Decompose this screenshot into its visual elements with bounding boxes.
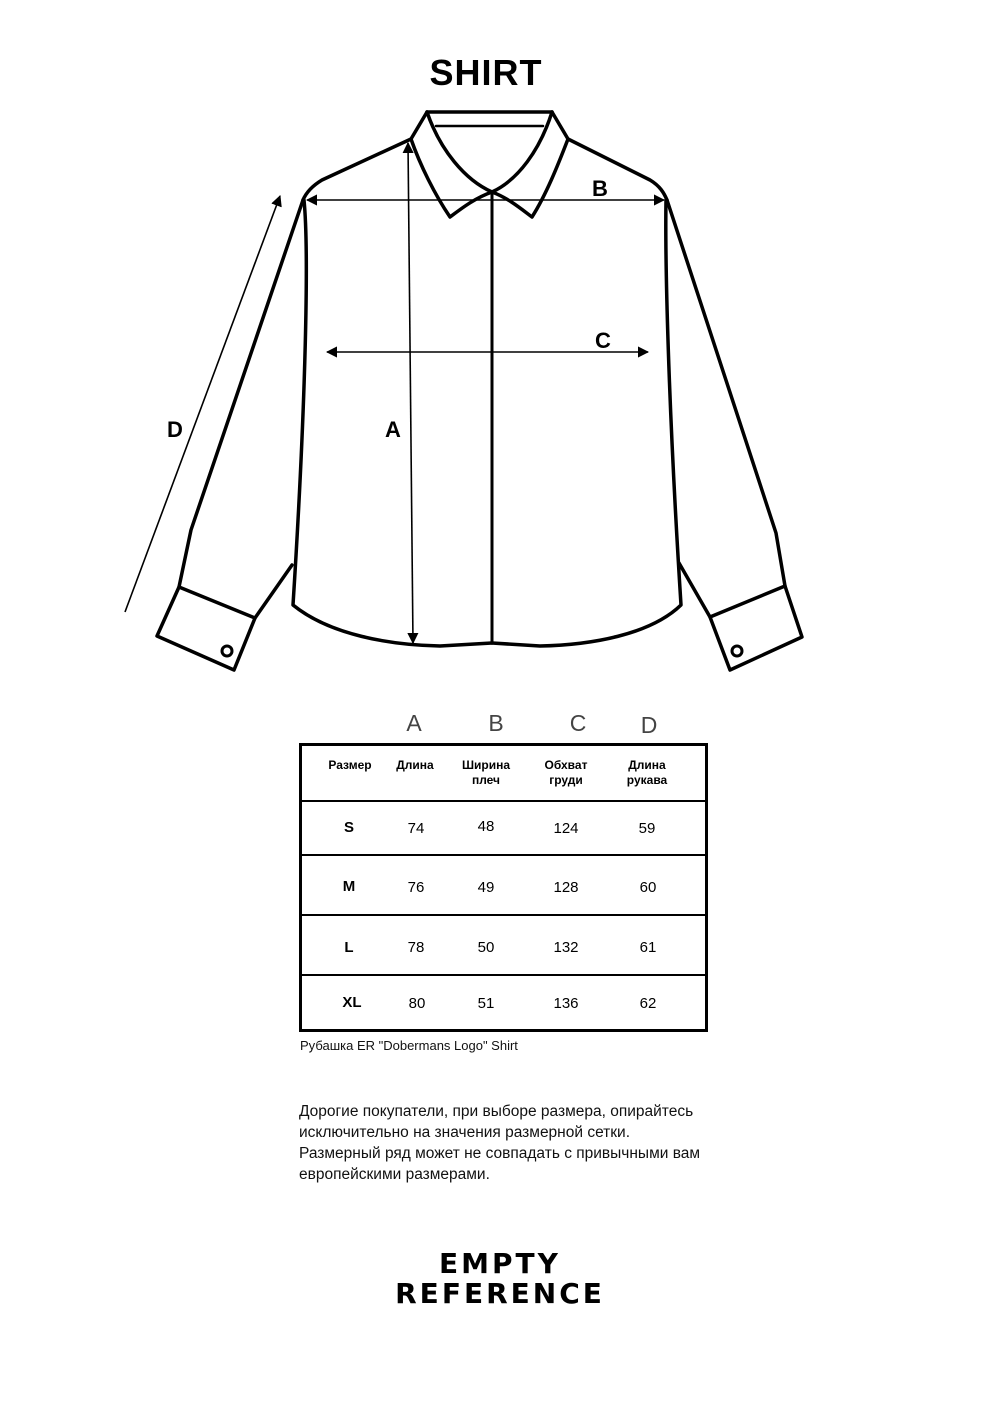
cell-a: 74	[407, 820, 425, 837]
cell-d: 62	[639, 995, 657, 1012]
body-right-side	[492, 200, 681, 646]
column-letters	[0, 710, 1000, 740]
notice-line: Размерный ряд может не совпадать с привычными вам	[299, 1145, 701, 1162]
brand-logo	[0, 1249, 1000, 1309]
cell-d: 61	[639, 939, 657, 956]
cell-b: 49	[477, 879, 495, 896]
header-chest: Обхват груди	[544, 758, 588, 787]
header-size: Размер	[328, 758, 372, 772]
page-title: SHIRT	[429, 52, 543, 93]
label-c: C	[595, 328, 611, 353]
table-row	[302, 974, 705, 1029]
column-letter-d: D	[640, 712, 658, 738]
table-row	[302, 914, 705, 976]
label-b: B	[592, 176, 608, 201]
cell-d: 59	[638, 820, 656, 837]
cell-d: 60	[639, 879, 657, 896]
right-sleeve	[667, 200, 802, 670]
right-shoulder	[568, 139, 667, 200]
cell-a: 80	[408, 995, 426, 1012]
brand-line-1: EMPTY	[439, 1247, 561, 1280]
measure-d-arrow	[125, 196, 280, 612]
header-shoulder-width: Ширина плеч	[461, 758, 511, 787]
column-letter-a: A	[406, 710, 422, 736]
header-length: Длина	[396, 758, 434, 772]
cell-c: 136	[553, 995, 579, 1012]
column-letter-b: B	[488, 710, 504, 736]
cell-c: 132	[553, 939, 579, 956]
notice-line: исключительно на значения размерной сетки.	[299, 1124, 631, 1141]
cell-size: L	[344, 939, 354, 956]
cell-b: 48	[477, 818, 495, 835]
product-caption: Рубашка ER "Dobermans Logo" Shirt	[300, 1038, 518, 1053]
cell-size: XL	[342, 994, 362, 1011]
label-d: D	[167, 417, 183, 442]
cell-size: S	[343, 819, 355, 836]
cell-c: 128	[553, 879, 579, 896]
left-shoulder	[303, 139, 411, 200]
label-a: A	[385, 417, 401, 442]
shirt-diagram	[0, 0, 1000, 700]
cell-a: 78	[407, 939, 425, 956]
cell-c: 124	[553, 820, 579, 837]
measure-a-arrow	[408, 143, 413, 643]
left-cuff-button	[222, 646, 232, 656]
size-notice	[299, 1101, 769, 1185]
table-header	[302, 746, 705, 802]
table-row	[302, 800, 705, 856]
notice-line: европейскими размерами.	[299, 1166, 490, 1183]
size-table	[299, 743, 708, 1032]
notice-line: Дорогие покупатели, при выборе размера, опирайтесь	[299, 1103, 694, 1120]
cell-size: M	[342, 878, 356, 895]
right-cuff-button	[732, 646, 742, 656]
brand-line-2: REFERENCE	[395, 1277, 605, 1310]
table-row	[302, 854, 705, 916]
column-letter-c: C	[569, 710, 587, 736]
cell-b: 50	[477, 939, 495, 956]
cell-a: 76	[407, 879, 425, 896]
cell-b: 51	[477, 995, 495, 1012]
header-sleeve-length: Длина рукава	[626, 758, 668, 787]
